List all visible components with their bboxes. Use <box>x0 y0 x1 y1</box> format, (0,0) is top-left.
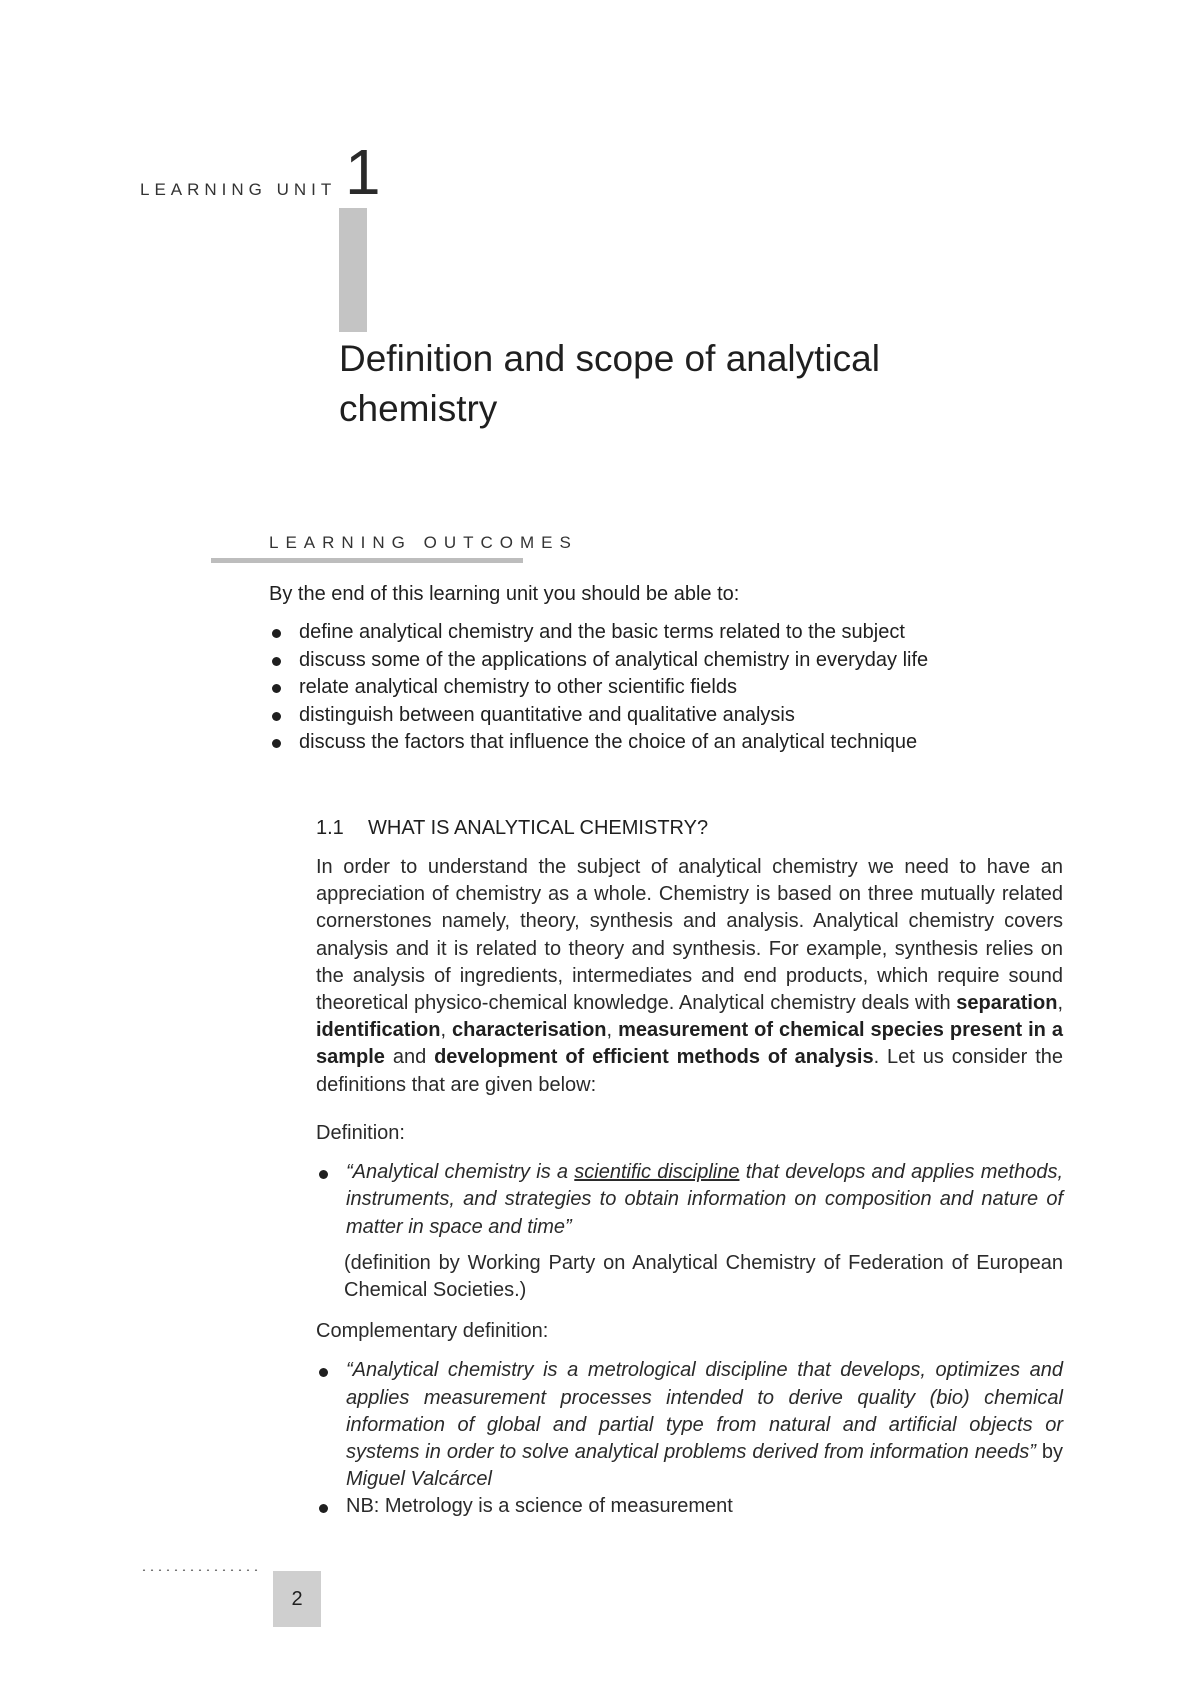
learning-outcomes-rule <box>211 558 523 563</box>
definition-source: (definition by Working Party on Analytical Chemistry of Federation of European Chemical Societies.) <box>344 1251 1063 1302</box>
learning-unit-label: LEARNING UNIT <box>140 180 337 199</box>
key-term: development of efficient methods of analysis <box>434 1046 874 1069</box>
complementary-definition-item: “Analytical chemistry is a metrological discipline that develops, optimizes and applies measurement processes intended to derive quality (bio) chemical information of global and partial type from natural and artificial objects or systems in order to solve analytical problems derived from information needs” by Miguel Valcárcel <box>316 1357 1063 1493</box>
learning-outcomes-heading: LEARNING OUTCOMES <box>269 533 578 552</box>
unit-decorative-bar <box>339 208 367 332</box>
scientific-discipline-term: scientific discipline <box>574 1161 740 1184</box>
complementary-definition-label: Complementary definition: <box>316 1320 549 1343</box>
outcome-item: relate analytical chemistry to other scientific fields <box>269 674 1029 702</box>
page-title: Definition and scope of analytical chemistry <box>339 338 880 429</box>
key-term: measurement of chemical species present in a sample <box>316 1019 1063 1069</box>
author-name: Miguel Valcárcel <box>346 1468 492 1491</box>
definition-label: Definition: <box>316 1122 405 1144</box>
outcome-item: define analytical chemistry and the basic terms related to the subject <box>269 619 1029 647</box>
learning-unit-number: 1 <box>345 136 381 208</box>
page-number: 2 <box>273 1571 321 1627</box>
definitions-block <box>316 1120 1063 1521</box>
nb-item: NB: Metrology is a science of measurement <box>316 1493 1063 1520</box>
intro-paragraph: In order to understand the subject of analytical chemistry we need to have an appreciation of chemistry as a whole. Chemistry is based on three mutually related cornerstones namely, theory, synthesis and analysis. Analytical chemistry covers analysis and it is related to theory and synthesis. For example, synthesis relies on the analysis of ingredients, intermediates and end products, which require sound theoretical physico-chemical knowledge. Analytical chemistry deals with separation, identification, characterisation, measurement of chemical species present in a sample and development of efficient methods of analysis. Let us consider the definitions that are given below: <box>316 856 1063 1096</box>
definition-item: “Analytical chemistry is a scientific discipline that develops and applies methods, instruments, and strategies to obtain information on composition and nature of matter in space and time” <box>316 1159 1063 1241</box>
outcome-item: discuss the factors that influence the choice of an analytical technique <box>269 729 1029 757</box>
learning-outcomes-list <box>269 619 1029 757</box>
outcome-item: distinguish between quantitative and qualitative analysis <box>269 702 1029 730</box>
key-term: separation <box>956 992 1058 1015</box>
learning-outcomes-intro: By the end of this learning unit you should be able to: <box>269 583 740 605</box>
section-number: 1.1 <box>316 817 344 839</box>
section-title: WHAT IS ANALYTICAL CHEMISTRY? <box>368 817 709 839</box>
section-body <box>316 854 1063 1099</box>
section-heading <box>316 817 708 840</box>
key-term: characterisation <box>452 1019 607 1042</box>
key-term: identification <box>316 1019 441 1042</box>
outcome-item: discuss some of the applications of analytical chemistry in everyday life <box>269 647 1029 675</box>
footer-dots <box>140 1569 260 1571</box>
